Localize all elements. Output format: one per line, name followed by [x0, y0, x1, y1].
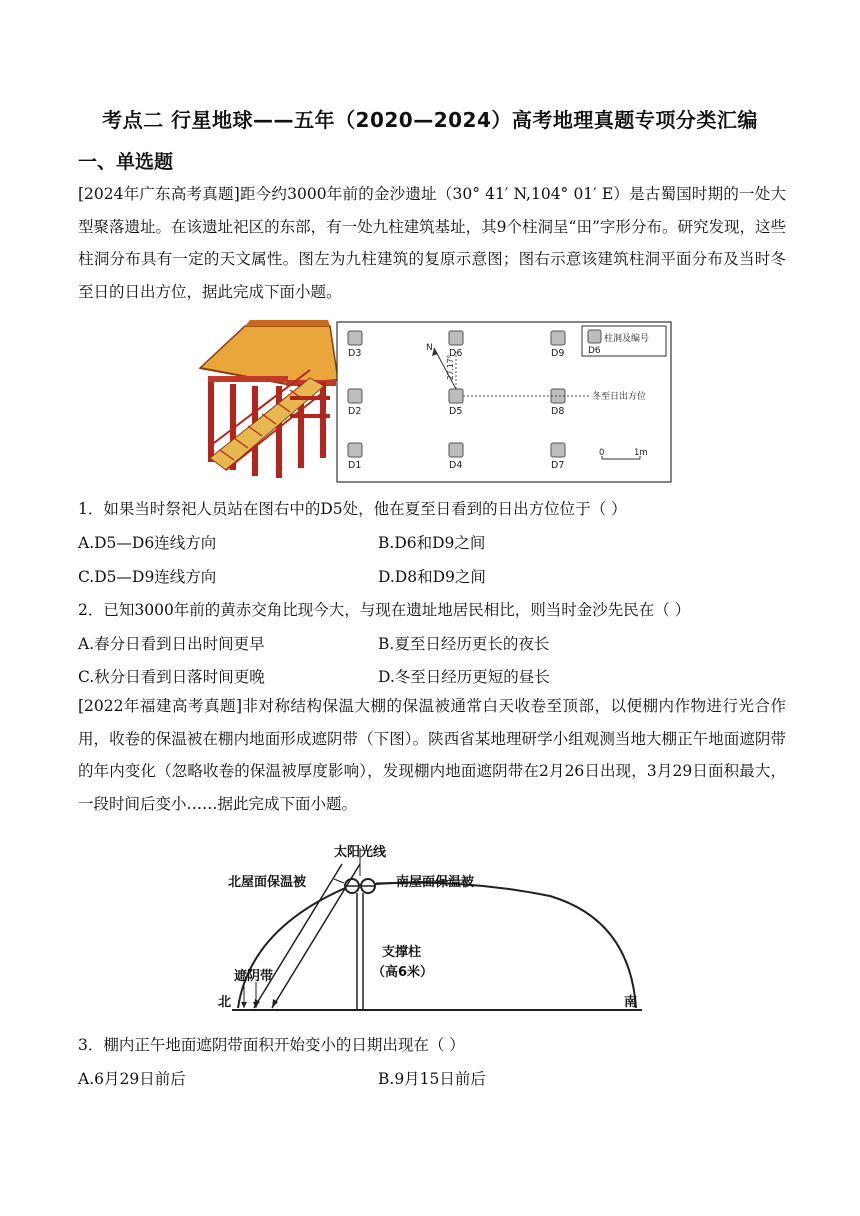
question-2-stem: 2．已知3000年前的黄赤交角比现今大，与现在遗址地居民相比，则当时金沙先民在（ ） — [78, 601, 691, 619]
sunrise-direction-label: 冬至日出方位 — [592, 392, 647, 402]
legend-id: D6 — [588, 346, 601, 356]
figure-1 — [190, 318, 676, 484]
north-direction-label: 北 — [218, 995, 232, 1010]
floor-plan — [337, 322, 671, 482]
q3-option-a[interactable]: A.6月29日前后 — [78, 1070, 186, 1088]
angle-label: 27.17° — [446, 354, 455, 380]
q2-option-c[interactable]: C.秋分日看到日落时间更晚 — [78, 668, 265, 686]
building-illustration — [200, 320, 338, 478]
question-1-stem: 1．如果当时祭祀人员站在图右中的D5处，他在夏至日看到的日出方位位于（ ） — [78, 500, 627, 518]
q1-option-d[interactable]: D.D8和D9之间 — [378, 568, 486, 586]
hole-label-d3: D3 — [348, 348, 362, 359]
page-title: 考点二 行星地球——五年（2020—2024）高考地理真题专项分类汇编 — [102, 108, 758, 132]
north-label: N — [426, 343, 433, 353]
scale-start: 0 — [599, 448, 605, 458]
pillar-label: 支撑柱 — [382, 945, 422, 960]
q3-option-b[interactable]: B.9月15日前后 — [378, 1070, 486, 1088]
hole-label-d1: D1 — [348, 460, 362, 471]
shade-label: 遮阴带 — [234, 969, 274, 984]
legend-label: 柱洞及编号 — [604, 334, 650, 344]
q1-option-b[interactable]: B.D6和D9之间 — [378, 534, 486, 552]
q2-option-a[interactable]: A.春分日看到日出时间更早 — [78, 635, 265, 653]
pillar-height-label: （高6米） — [372, 965, 434, 980]
q1-option-a[interactable]: A.D5—D6连线方向 — [78, 534, 217, 552]
hole-label-d7: D7 — [551, 460, 565, 471]
hole-label-d6: D6 — [449, 348, 463, 359]
hole-label-d5: D5 — [449, 406, 463, 417]
hole-label-d2: D2 — [348, 406, 362, 417]
section-heading: 一、单选题 — [78, 151, 174, 173]
passage-2: [2022年福建高考真题]非对称结构保温大棚的保温被通常白天收卷至顶部，以便棚内作物进行光合作用，收卷的保温被在棚内地面形成遮阴带（下图）。陕西省某地理研学小组观测当地大棚正午地面遮阴带的年内变化（忽略收卷的保温被厚度影响），发现棚内地面遮阴带在2月26日出现，3月29日面积最大，一段时间后变小……据此完成下面小题。 — [78, 697, 786, 813]
hole-label-d8: D8 — [551, 406, 565, 417]
scale-end: 1m — [634, 448, 648, 458]
question-3-stem: 3．棚内正午地面遮阴带面积开始变小的日期出现在（ ） — [78, 1036, 465, 1054]
south-direction-label: 南 — [624, 995, 638, 1010]
q2-option-b[interactable]: B.夏至日经历更长的夜长 — [378, 635, 550, 653]
sunlight-label: 太阳光线 — [334, 845, 387, 860]
hole-label-d9: D9 — [551, 348, 565, 359]
south-quilt-label: 南屋面保温被 — [396, 875, 475, 890]
hole-label-d4: D4 — [449, 460, 463, 471]
figure-2 — [210, 836, 650, 1016]
north-quilt-label: 北屋面保温被 — [228, 875, 307, 890]
q1-option-c[interactable]: C.D5—D9连线方向 — [78, 568, 217, 586]
passage-1: [2024年广东高考真题]距今约3000年前的金沙遗址（30° 41′ N,104° 01′ E）是古蜀国时期的一处大型聚落遗址。在该遗址祀区的东部，有一处九柱建筑基址，其9个柱洞呈“田”字形分布。研究发现，这些柱洞分布具有一定的天文属性。图左为九柱建筑的复原示意图；图右示意该建筑柱洞平面分布及当时冬至日的日出方位，据此完成下面小题。 — [78, 185, 786, 301]
q2-option-d[interactable]: D.冬至日经历更短的昼长 — [378, 668, 550, 686]
